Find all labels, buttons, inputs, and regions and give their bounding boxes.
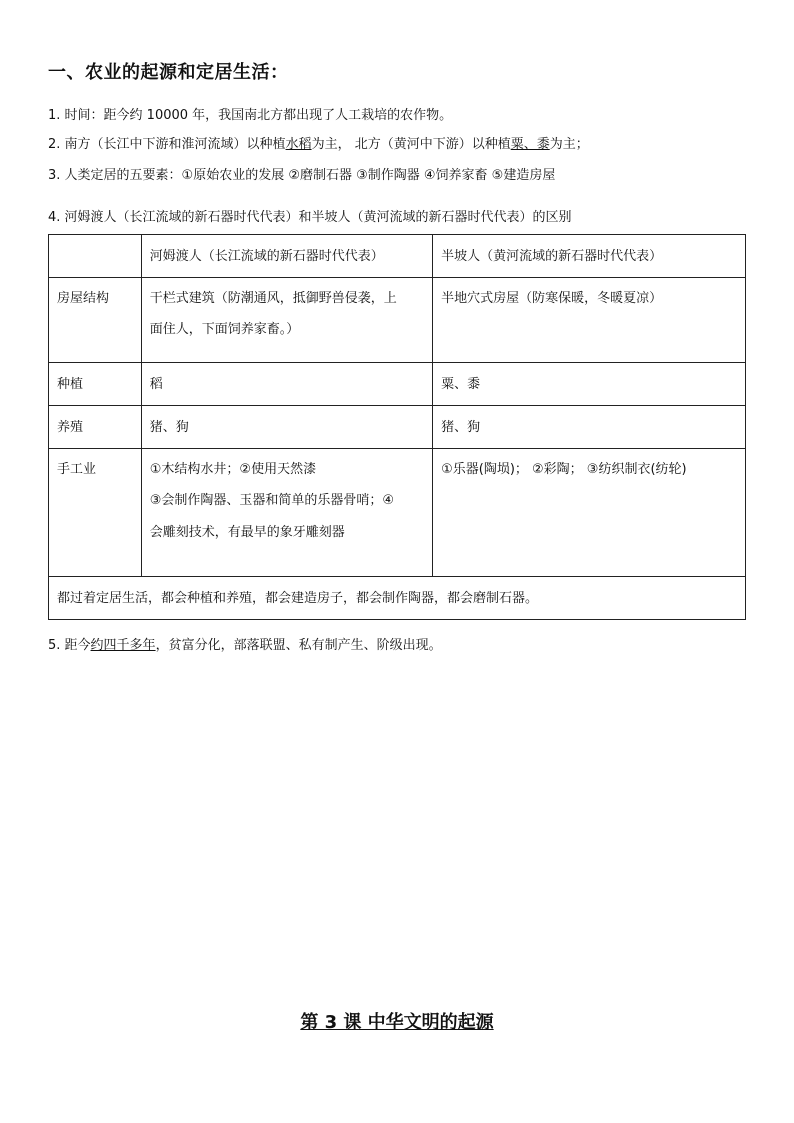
point-2-text-pre: 2. 南方（长江中下游和淮河流域）以种植 — [48, 137, 286, 152]
cell-hemudu-plant: 稻 — [141, 363, 432, 406]
cell-hemudu-craft — [141, 449, 432, 577]
cell-hemudu-house-line2: 面住人，下面饲养家畜。） — [149, 322, 300, 337]
cell-hemudu-craft-line1: ①木结构水井；②使用天然漆 — [149, 462, 317, 477]
point-5-social-change — [48, 634, 442, 653]
table-row — [49, 406, 746, 449]
point-1-time: 1. 时间：距今约 10000 年，我国南北方都出现了人工栽培的农作物。 — [48, 108, 453, 123]
point-5-text-pre: 5. 距今 — [48, 638, 91, 653]
section-heading: 一、农业的起源和定居生活： — [48, 62, 289, 83]
point-4-comparison-title: 4. 河姆渡人（长江流域的新石器时代代表）和半坡人（黄河流域的新石器时代代表）的区别 — [48, 210, 572, 225]
cell-hemudu-craft-line2: ③会制作陶器、玉器和简单的乐器骨哨；④ — [149, 493, 395, 508]
next-lesson-title-text: 第 3 课 中华文明的起源 — [300, 1012, 494, 1033]
table-row — [49, 449, 746, 577]
point-2-crops — [48, 133, 589, 152]
cell-hemudu-house — [141, 278, 432, 363]
point-5-text-post: ，贫富分化，部落联盟、私有制产生、阶级出现。 — [155, 638, 442, 653]
cell-banpo-breed: 猪、狗 — [433, 406, 746, 449]
point-2-text-mid: 为主， 北方（黄河中下游）以种植 — [311, 137, 511, 152]
cell-common: 都过着定居生活，都会种植和养殖，都会建造房子，都会制作陶器，都会磨制石器。 — [49, 577, 746, 620]
point-5-time: 约四千多年 — [90, 638, 156, 653]
next-lesson-title — [0, 1008, 794, 1034]
row-label-craft: 手工业 — [49, 449, 142, 577]
cell-hemudu-breed: 猪、狗 — [141, 406, 432, 449]
table-row-common — [49, 577, 746, 620]
point-2-millet: 粟、黍 — [510, 137, 550, 152]
row-label-breed: 养殖 — [49, 406, 142, 449]
point-3-settlement-elements: 3. 人类定居的五要素：①原始农业的发展 ②磨制石器 ③制作陶器 ④饲养家畜 ⑤建造房屋 — [48, 168, 556, 183]
cell-banpo-plant: 粟、黍 — [433, 363, 746, 406]
row-label-plant: 种植 — [49, 363, 142, 406]
table-header-row — [49, 235, 746, 278]
table-row — [49, 363, 746, 406]
cell-hemudu-craft-line3: 会雕刻技术，有最早的象牙雕刻器 — [149, 525, 345, 540]
row-label-house: 房屋结构 — [49, 278, 142, 363]
header-banpo: 半坡人（黄河流域的新石器时代代表） — [433, 235, 746, 278]
cell-banpo-house: 半地穴式房屋（防寒保暖，冬暖夏凉） — [433, 278, 746, 363]
comparison-table — [48, 234, 746, 620]
point-2-text-post: 为主； — [549, 137, 589, 152]
cell-hemudu-house-line1: 干栏式建筑（防潮通风，抵御野兽侵袭，上 — [149, 291, 397, 306]
header-blank-cell — [49, 235, 142, 278]
cell-banpo-craft: ①乐器(陶埙)； ②彩陶； ③纺织制衣(纺轮) — [433, 449, 746, 577]
header-hemudu: 河姆渡人（长江流域的新石器时代代表） — [141, 235, 432, 278]
table-row — [49, 278, 746, 363]
point-2-rice: 水稻 — [285, 137, 312, 152]
